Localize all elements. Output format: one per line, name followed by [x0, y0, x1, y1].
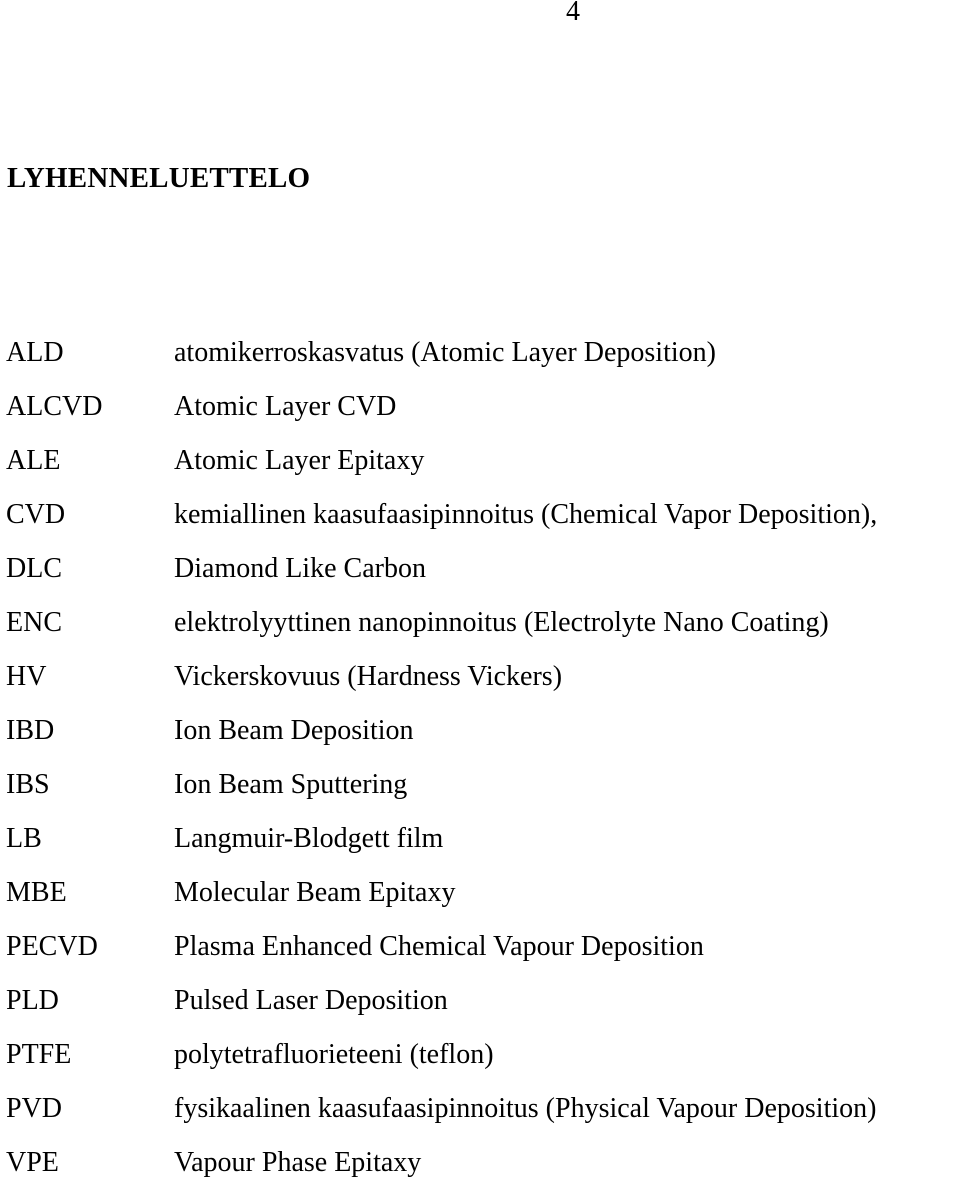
- abbreviation-term: HV: [6, 661, 47, 692]
- abbreviation-term: PECVD: [6, 931, 98, 962]
- list-item: [0, 389, 960, 443]
- abbreviation-term: ENC: [6, 607, 62, 638]
- abbreviation-definition: Molecular Beam Epitaxy: [174, 877, 456, 908]
- list-item: [0, 929, 960, 983]
- abbreviation-term: CVD: [6, 499, 66, 530]
- abbreviation-term: MBE: [6, 877, 67, 908]
- list-item: [0, 551, 960, 605]
- list-item: [0, 983, 960, 1037]
- abbreviation-definition: elektrolyyttinen nanopinnoitus (Electrolyte Nano Coating): [174, 607, 829, 638]
- list-item: [0, 713, 960, 767]
- abbreviation-term: ALCVD: [6, 391, 103, 422]
- abbreviation-definition: Atomic Layer CVD: [174, 391, 397, 422]
- abbreviation-term: IBS: [6, 769, 50, 800]
- list-item: [0, 1145, 960, 1199]
- abbreviation-definition: Ion Beam Sputtering: [174, 769, 408, 800]
- abbreviation-definition: kemiallinen kaasufaasipinnoitus (Chemical Vapor Deposition),: [174, 499, 878, 530]
- abbreviation-term: ALD: [6, 337, 64, 368]
- list-item: [0, 1091, 960, 1145]
- list-item: [0, 875, 960, 929]
- abbreviation-definition: Plasma Enhanced Chemical Vapour Deposition: [174, 931, 704, 962]
- list-item: [0, 443, 960, 497]
- page-title: LYHENNELUETTELO: [7, 162, 311, 194]
- abbreviation-term: PLD: [6, 985, 59, 1016]
- abbreviation-term: VPE: [6, 1147, 59, 1178]
- abbreviation-definition: Pulsed Laser Deposition: [174, 985, 448, 1016]
- abbreviation-term: DLC: [6, 553, 62, 584]
- abbreviation-term: ALE: [6, 445, 61, 476]
- abbreviation-definition: Vapour Phase Epitaxy: [174, 1147, 422, 1178]
- abbreviation-term: LB: [6, 823, 42, 854]
- list-item: [0, 605, 960, 659]
- list-item: [0, 821, 960, 875]
- abbreviation-definition: fysikaalinen kaasufaasipinnoitus (Physical Vapour Deposition): [174, 1093, 877, 1124]
- abbreviation-definition: Diamond Like Carbon: [174, 553, 426, 584]
- list-item: [0, 335, 960, 389]
- abbreviation-definition: atomikerroskasvatus (Atomic Layer Deposition): [174, 337, 716, 368]
- abbreviation-term: IBD: [6, 715, 55, 746]
- abbreviation-list: [0, 335, 960, 1199]
- list-item: [0, 767, 960, 821]
- abbreviation-definition: Atomic Layer Epitaxy: [174, 445, 425, 476]
- page-number: 4: [566, 0, 580, 27]
- abbreviation-term: PVD: [6, 1093, 63, 1124]
- abbreviation-definition: Vickerskovuus (Hardness Vickers): [174, 661, 563, 692]
- abbreviation-definition: Langmuir-Blodgett film: [174, 823, 444, 854]
- abbreviation-term: PTFE: [6, 1039, 72, 1070]
- abbreviation-definition: polytetrafluorieteeni (teflon): [174, 1039, 494, 1070]
- list-item: [0, 1037, 960, 1091]
- list-item: [0, 497, 960, 551]
- list-item: [0, 659, 960, 713]
- abbreviation-definition: Ion Beam Deposition: [174, 715, 414, 746]
